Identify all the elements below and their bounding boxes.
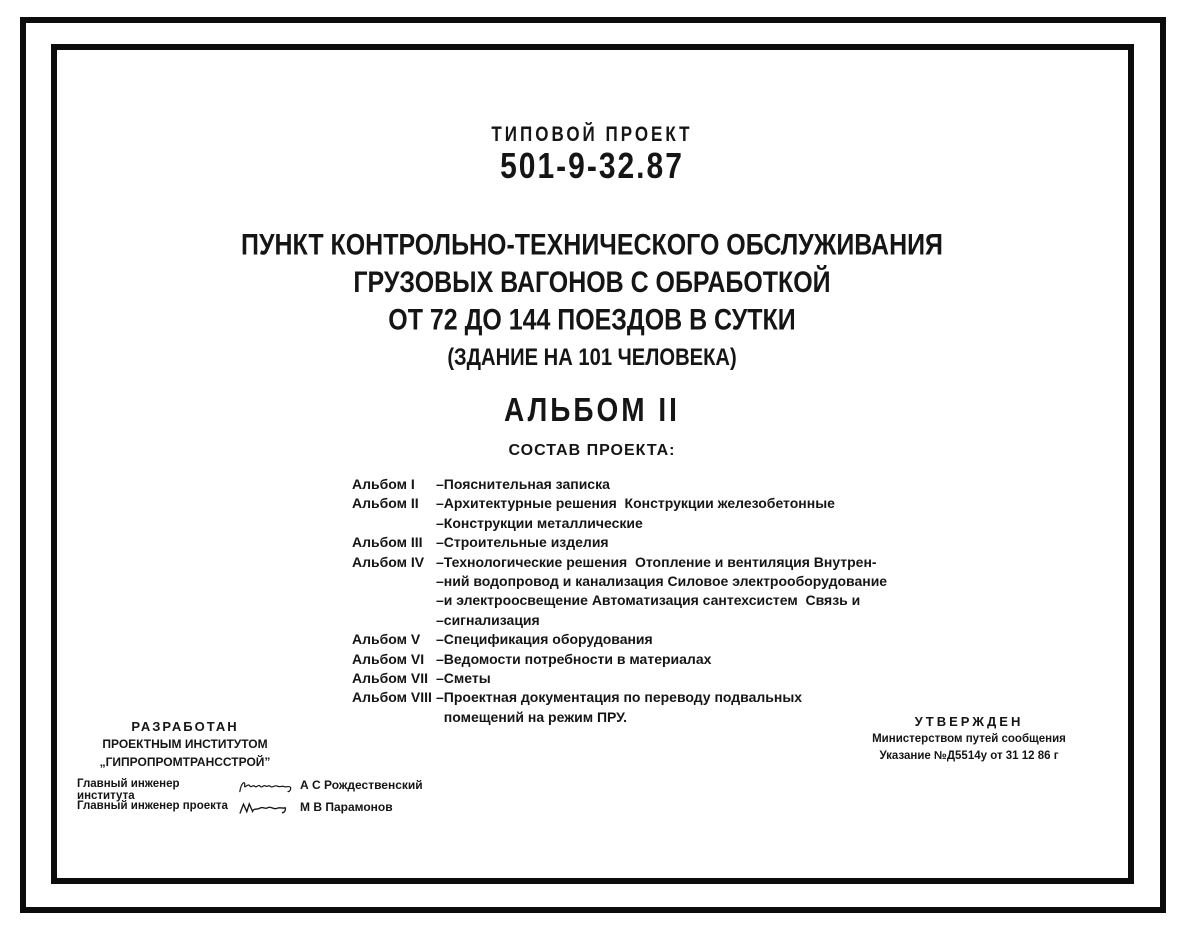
- album-label: Альбом III: [352, 534, 423, 551]
- signature-role: Главный инженер проекта: [77, 800, 228, 812]
- approved-heading: УТВЕРЖДЕН: [914, 714, 1024, 729]
- project-number: [0, 147, 1184, 187]
- album-description: [436, 669, 491, 688]
- developed-heading: РАЗРАБОТАН: [131, 719, 239, 734]
- album-label: Альбом VI: [352, 650, 425, 667]
- album-description-line: –Строительные изделия: [436, 534, 609, 551]
- album-title-text: АЛЬБОМ II: [504, 391, 680, 429]
- album-description: [436, 688, 802, 727]
- project-contents-heading: СОСТАВ ПРОЕКТА:: [508, 442, 676, 459]
- album-list-item: [352, 494, 972, 533]
- album-description-line: –Пояснительная записка: [436, 476, 610, 492]
- album-description: [436, 630, 653, 649]
- album-list-item: [352, 669, 972, 688]
- album-list-item: [352, 650, 972, 669]
- album-description-line: –Конструкции металлические: [436, 514, 643, 531]
- developed-block: [74, 719, 296, 771]
- project-title: [24, 226, 1161, 376]
- album-list-item: [352, 630, 972, 649]
- album-label: Альбом II: [352, 495, 419, 512]
- album-label: Альбом VIII: [352, 689, 432, 706]
- signature-name: М В Парамонов: [300, 800, 393, 814]
- document-type-text: ТИПОВОЙ ПРОЕКТ: [491, 122, 693, 146]
- approved-line: Указание №Д5514у от 31 12 86 г: [879, 750, 1059, 762]
- album-description: [436, 475, 610, 494]
- album-description-line: –Архитектурные решения Конструкции железобетонные: [436, 495, 835, 512]
- album-description: [436, 650, 711, 669]
- album-list: [352, 475, 972, 727]
- approved-block: [857, 714, 1081, 765]
- album-description-line: –Проектная документация по переводу подвальных: [436, 689, 803, 706]
- album-description-line: –Ведомости потребности в материалах: [436, 650, 712, 667]
- signature-row: [77, 776, 423, 802]
- autograph-signature-icon: [237, 798, 292, 823]
- album-description-line: помещений на режим ПРУ.: [436, 708, 628, 725]
- signatures-block: [77, 776, 423, 820]
- album-description-line: –и электроосвещение Автоматизация сантехсистем Связь и: [436, 592, 861, 609]
- album-title: [0, 391, 1184, 429]
- album-label: Альбом IV: [352, 553, 425, 570]
- album-description-line: –Сметы: [436, 670, 491, 687]
- album-list-item: [352, 475, 972, 494]
- signature-role: Главный инженер института: [77, 778, 180, 802]
- developed-org-line: ПРОЕКТНЫМ ИНСТИТУТОМ: [102, 737, 268, 751]
- album-description: [436, 553, 887, 631]
- approved-line: Министерством путей сообщения: [872, 733, 1066, 745]
- album-label: Альбом I: [352, 476, 415, 492]
- album-description: [436, 533, 609, 552]
- album-list-item: [352, 533, 972, 552]
- album-label: Альбом VII: [352, 670, 428, 687]
- document-type-label: [0, 122, 1184, 146]
- album-description-line: –сигнализация: [436, 611, 540, 628]
- project-number-text: 501-9-32.87: [500, 147, 684, 187]
- project-title-line: (ЗДАНИЕ НА 101 ЧЕЛОВЕКА): [447, 344, 737, 371]
- album-list-item: [352, 553, 972, 631]
- album-description-line: –Спецификация оборудования: [436, 631, 653, 648]
- project-title-line: ГРУЗОВЫХ ВАГОНОВ С ОБРАБОТКОЙ: [353, 264, 831, 299]
- project-title-line: ОТ 72 ДО 144 ПОЕЗДОВ В СУТКИ: [388, 302, 796, 337]
- signature-name: А С Рождественский: [300, 778, 423, 792]
- album-description-line: –ний водопровод и канализация Силовое электрооборудование: [436, 573, 888, 590]
- developed-org-line: „ГИПРОПРОМТРАНССТРОЙ”: [99, 754, 271, 769]
- album-description-line: –Технологические решения Отопление и вентиляция Внутрен-: [436, 553, 877, 570]
- project-title-line: ПУНКТ КОНТРОЛЬНО-ТЕХНИЧЕСКОГО ОБСЛУЖИВАНИЯ: [240, 227, 943, 262]
- album-label: Альбом V: [352, 631, 421, 648]
- album-description: [436, 494, 835, 533]
- signature-row: [77, 798, 423, 820]
